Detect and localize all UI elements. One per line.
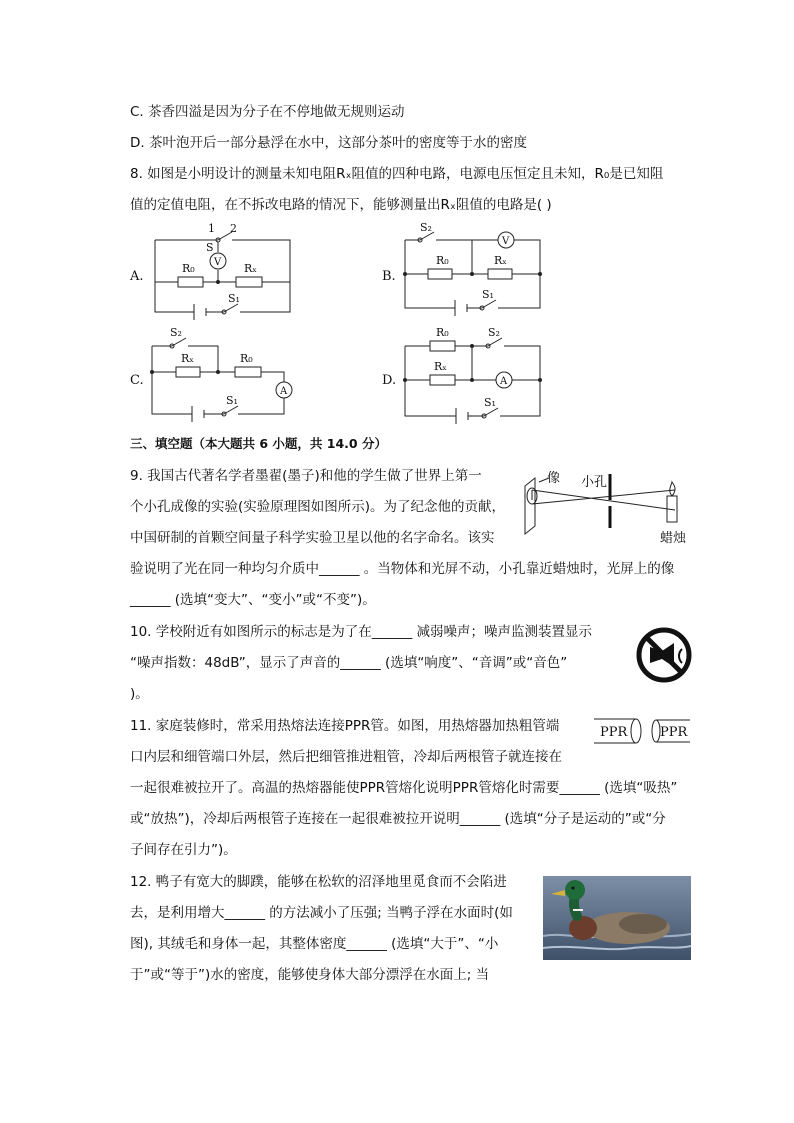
circuit-c — [130, 326, 292, 422]
svg-text:S: S — [206, 241, 214, 254]
circuit-a-label: A. — [130, 269, 144, 284]
section-title: 三、填空题（本大题共 6 小题，共 14.0 分） — [130, 436, 387, 451]
svg-text:Rₓ: Rₓ — [244, 262, 257, 275]
candle-label: 蜡烛 — [660, 531, 687, 546]
q12-text-1: 12. 鸭子有宽大的脚蹼，能够在松软的沼泽地里觅食而不会陷进 — [130, 874, 507, 890]
option-c: C. 茶香四溢是因为分子在不停地做无规则运动 — [130, 104, 405, 120]
svg-text:S₁: S₁ — [484, 396, 496, 409]
svg-text:Rₓ: Rₓ — [181, 352, 194, 365]
q11-text-5: 子间存在引力”)。 — [130, 842, 237, 858]
q9-text-4: 验说明了光在同一种均匀介质中______ 。当物体和光屏不动，小孔靠近蜡烛时，光屏上的像 — [130, 561, 675, 577]
q9-text-5: ______ (选填“变大”、“变小”或“不变”)。 — [130, 592, 376, 608]
image-label: 像 — [547, 471, 561, 486]
circuit-d-label: D. — [382, 373, 397, 388]
q11-text-2: 口内层和细管端口外层，然后把细管推进粗管，冷却后两根管子就连接在 — [130, 749, 562, 765]
circuit-a — [129, 222, 290, 320]
resistor-r0-icon — [235, 367, 261, 377]
q12-text-3: 图), 其绒毛和身体一起，其整体密度______ (选填“大于”、“小 — [130, 936, 499, 952]
svg-text:S₁: S₁ — [482, 288, 494, 301]
option-d: D. 茶叶泡开后一部分悬浮在水中，这部分茶叶的密度等于水的密度 — [130, 135, 527, 151]
q9-text-1: 9. 我国古代著名学者墨翟(墨子)和他的学生做了世界上第一 — [130, 468, 482, 484]
q12-text-2: 去，是利用增大______ 的方法减小了压强; 当鸭子浮在水面时(如 — [130, 905, 513, 921]
svg-text:S₂: S₂ — [170, 326, 182, 339]
q11-text-3: 一起很难被拉开了。高温的热熔器能使PPR管熔化说明PPR管熔化时需要______ (选填“吸热” — [130, 780, 678, 796]
q10-text-1: 10. 学校附近有如图所示的标志是为了在______ 减弱噪声；噪声监测装置显示 — [130, 624, 593, 640]
svg-text:R₀: R₀ — [182, 262, 195, 275]
circuit-c-label: C. — [130, 373, 144, 388]
ppr-pipes-figure — [592, 717, 692, 747]
svg-text:S₂: S₂ — [488, 326, 500, 339]
resistor-rx-icon — [176, 367, 200, 377]
resistor-r0-icon — [430, 341, 455, 351]
q12-text-4: 于”或“等于”)水的密度，能够使身体大部分漂浮在水面上; 当 — [130, 967, 490, 983]
ppr-left-label: PPR — [600, 725, 628, 740]
svg-text:2: 2 — [230, 222, 237, 235]
q10-text-2: “噪声指数：48dB”，显示了声音的______ (选填“响度”、“音调”或“音色” — [130, 655, 568, 671]
battery-icon — [194, 304, 206, 320]
svg-text:A: A — [500, 376, 508, 387]
svg-text:V: V — [214, 257, 222, 268]
svg-text:A: A — [280, 386, 288, 397]
circuit-b-label: B. — [382, 269, 396, 284]
svg-text:R₀: R₀ — [436, 254, 449, 267]
q11-text-1: 11. 家庭装修时，常采用热熔法连接PPR管。如图，用热熔器加热粗管端 — [130, 718, 560, 734]
q9-text-2: 个小孔成像的实验(实验原理图如图所示)。为了纪念他的贡献， — [130, 499, 506, 515]
q8-text-1: 8. 如图是小明设计的测量未知电阻Rₓ阻值的四种电路，电源电压恒定且未知，R₀是已知阻 — [130, 166, 664, 182]
svg-text:R₀: R₀ — [240, 352, 253, 365]
svg-text:S₁: S₁ — [228, 292, 240, 305]
screen-icon — [525, 478, 535, 534]
circuit-b — [382, 221, 542, 316]
ppr-right-label: PPR — [660, 725, 688, 740]
resistor-rx-icon — [236, 277, 262, 287]
svg-text:V: V — [502, 236, 510, 247]
resistor-r0-icon — [178, 277, 203, 287]
svg-text:Rₓ: Rₓ — [434, 360, 447, 373]
svg-text:S₁: S₁ — [226, 394, 238, 407]
q11-text-4: 或“放热”)，冷却后两根管子连接在一起很难被拉开说明______ (选填“分子是运动的”或“分 — [130, 811, 666, 827]
svg-text:R₀: R₀ — [436, 326, 449, 339]
svg-text:1: 1 — [208, 222, 215, 235]
q8-text-2: 值的定值电阻，在不拆改电路的情况下，能够测量出Rₓ阻值的电路是( ) — [130, 197, 552, 213]
svg-text:S₂: S₂ — [420, 221, 432, 234]
svg-text:Rₓ: Rₓ — [494, 254, 507, 267]
resistor-r0-icon — [428, 269, 452, 279]
duck-head — [565, 880, 585, 900]
duck-photo — [543, 876, 691, 960]
resistor-rx-icon — [430, 375, 455, 385]
pinhole-figure — [515, 468, 695, 548]
resistor-rx-icon — [488, 269, 512, 279]
no-horn-sign — [634, 625, 694, 685]
hole-label: 小孔 — [581, 475, 608, 490]
q9-text-3: 中国研制的首颗空间量子科学实验卫星以他的名字命名。该实 — [130, 530, 495, 546]
q10-text-3: )。 — [130, 686, 149, 702]
circuit-d — [382, 326, 542, 424]
